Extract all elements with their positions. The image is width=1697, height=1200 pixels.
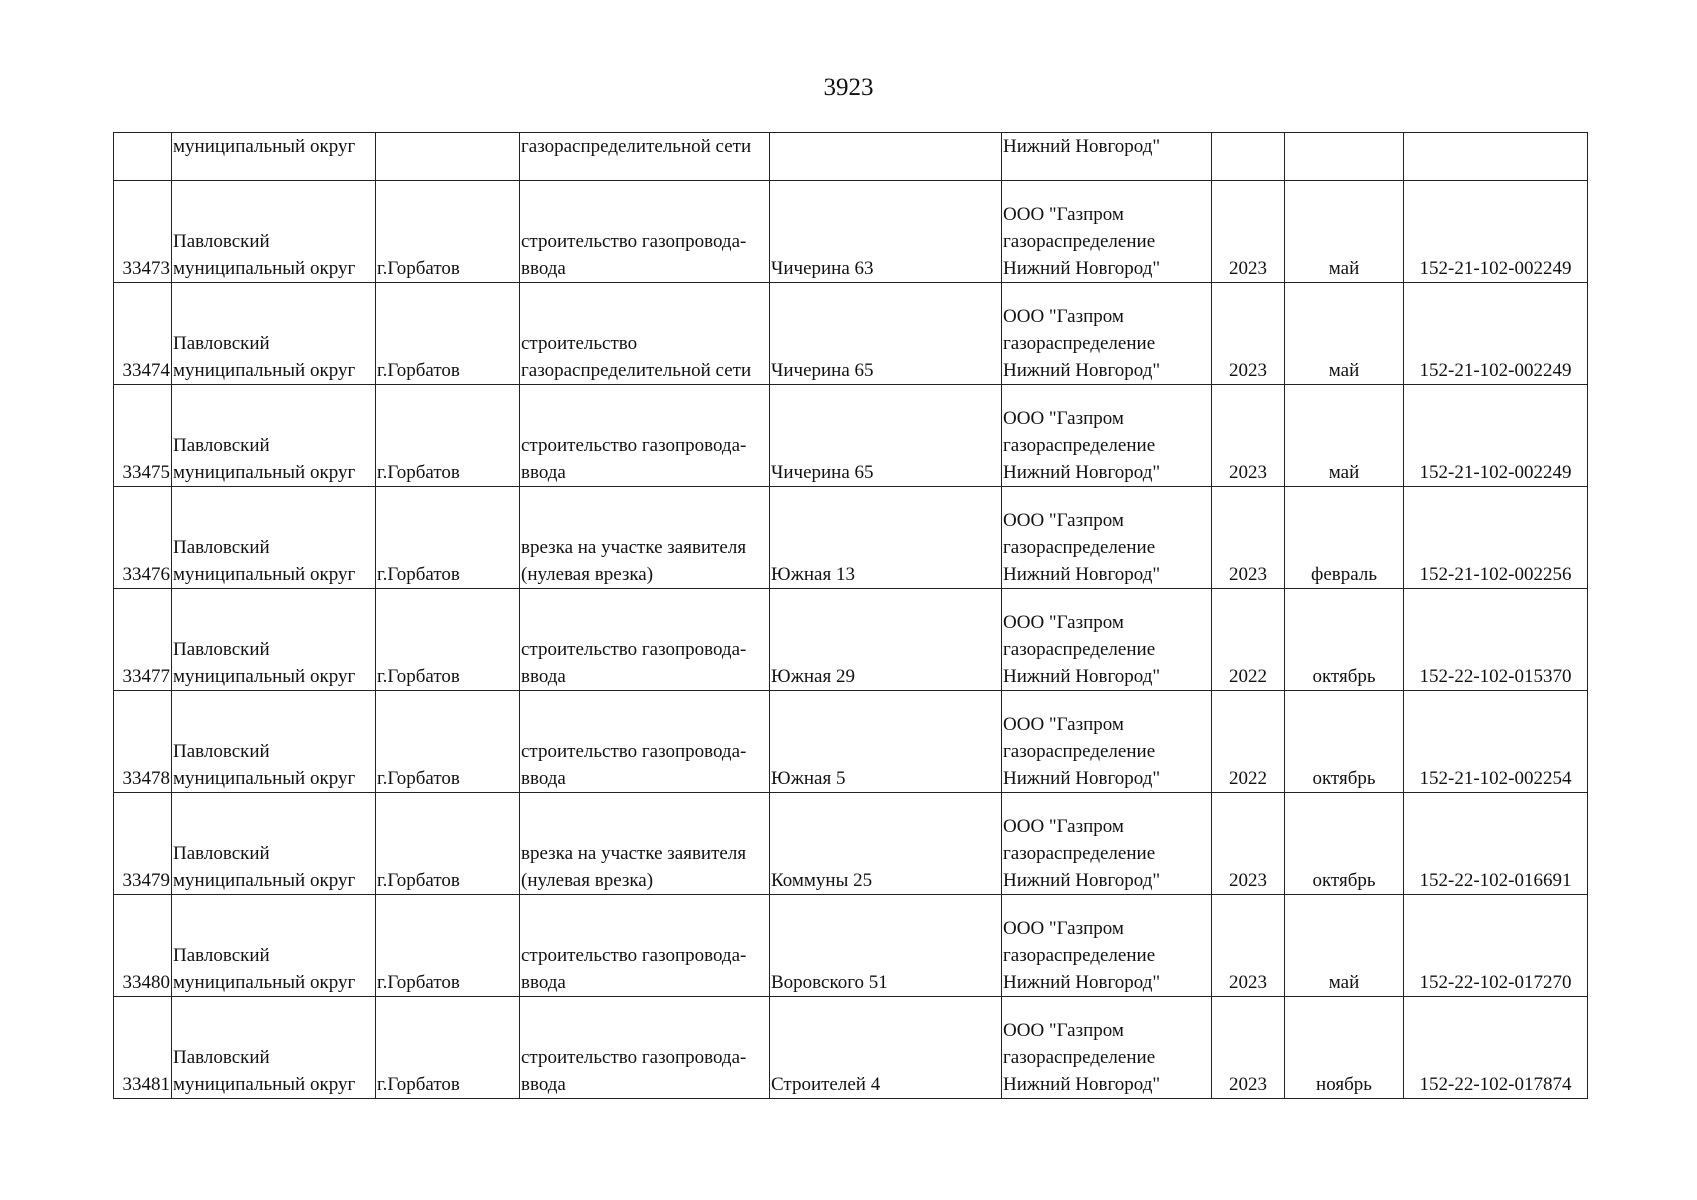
org-line-3: Нижний Новгород" bbox=[1003, 1074, 1161, 1095]
row-number: 33476 bbox=[122, 564, 170, 585]
row-number: 33479 bbox=[122, 870, 170, 891]
work-line-1: врезка на участке заявителя bbox=[521, 843, 747, 864]
city: г.Горбатов bbox=[377, 870, 460, 891]
cell-work-type bbox=[520, 385, 770, 487]
address: Чичерина 63 bbox=[771, 258, 874, 279]
district-line-2: муниципальный округ bbox=[173, 972, 356, 993]
cell-district bbox=[172, 589, 376, 691]
district-line-1: Павловский bbox=[173, 537, 270, 558]
address: Воровского 51 bbox=[771, 972, 888, 993]
table-row bbox=[114, 793, 1588, 895]
org-line-1: ООО "Газпром bbox=[1003, 816, 1124, 837]
cell-city bbox=[376, 181, 520, 283]
work-line-2: ввода bbox=[521, 768, 566, 789]
row-number: 33475 bbox=[122, 462, 170, 483]
address: Южная 5 bbox=[771, 768, 846, 789]
cell-work-type bbox=[520, 691, 770, 793]
cell-address bbox=[770, 793, 1002, 895]
cell-organization bbox=[1002, 691, 1212, 793]
cell-district bbox=[172, 283, 376, 385]
cell-month bbox=[1285, 793, 1404, 895]
district-line-1: Павловский bbox=[173, 843, 270, 864]
cell-year bbox=[1212, 691, 1285, 793]
cell-number bbox=[114, 133, 172, 181]
cell-month bbox=[1285, 283, 1404, 385]
cell-address bbox=[770, 997, 1002, 1099]
cell-address bbox=[770, 691, 1002, 793]
district-line-1: Павловский bbox=[173, 945, 270, 966]
cell-number bbox=[114, 181, 172, 283]
work-line-1: строительство газопровода- bbox=[521, 231, 747, 252]
address: Коммуны 25 bbox=[771, 870, 873, 891]
org-line-2: газораспределение bbox=[1003, 945, 1156, 966]
code: 152-22-102-017874 bbox=[1419, 1074, 1572, 1095]
year: 2023 bbox=[1229, 462, 1267, 483]
org-line-3: Нижний Новгород" bbox=[1003, 462, 1161, 483]
code: 152-21-102-002249 bbox=[1419, 360, 1572, 381]
cell-city bbox=[376, 133, 520, 181]
year: 2023 bbox=[1229, 870, 1267, 891]
year: 2023 bbox=[1229, 972, 1267, 993]
cell-code bbox=[1404, 133, 1588, 181]
cell-address bbox=[770, 487, 1002, 589]
cell-month bbox=[1285, 997, 1404, 1099]
code: 152-22-102-016691 bbox=[1419, 870, 1572, 891]
cell-month bbox=[1285, 589, 1404, 691]
cell-city bbox=[376, 487, 520, 589]
cell-organization bbox=[1002, 793, 1212, 895]
cell-year bbox=[1212, 997, 1285, 1099]
cell-city bbox=[376, 589, 520, 691]
cell-year bbox=[1212, 487, 1285, 589]
cell-organization bbox=[1002, 589, 1212, 691]
cell-work-type bbox=[520, 589, 770, 691]
cell-code bbox=[1404, 793, 1588, 895]
org-line-1: ООО "Газпром bbox=[1003, 918, 1124, 939]
year: 2023 bbox=[1229, 360, 1267, 381]
district-line-2: муниципальный округ bbox=[173, 666, 356, 687]
cell-month bbox=[1285, 181, 1404, 283]
year: 2023 bbox=[1229, 1074, 1267, 1095]
district-line-2: муниципальный округ bbox=[173, 768, 356, 789]
code: 152-22-102-017270 bbox=[1419, 972, 1572, 993]
district-line-1: Павловский bbox=[173, 231, 270, 252]
city: г.Горбатов bbox=[377, 768, 460, 789]
row-number: 33480 bbox=[122, 972, 170, 993]
org-line-3: Нижний Новгород" bbox=[1003, 360, 1161, 381]
code: 152-22-102-015370 bbox=[1419, 666, 1572, 687]
org-line-2: газораспределение bbox=[1003, 843, 1156, 864]
cell-district bbox=[172, 895, 376, 997]
work-line-2: ввода bbox=[521, 258, 566, 279]
cell-number bbox=[114, 793, 172, 895]
work-line-1: строительство газопровода- bbox=[521, 945, 747, 966]
cell-organization bbox=[1002, 895, 1212, 997]
table-row bbox=[114, 385, 1588, 487]
continuation-row bbox=[114, 133, 1588, 181]
code: 152-21-102-002249 bbox=[1419, 462, 1572, 483]
table-row bbox=[114, 895, 1588, 997]
district-line-1: Павловский bbox=[173, 741, 270, 762]
cell-address bbox=[770, 895, 1002, 997]
month: май bbox=[1328, 972, 1360, 993]
org-line-2: газораспределение bbox=[1003, 741, 1156, 762]
year: 2023 bbox=[1229, 258, 1267, 279]
district-line-1: Павловский bbox=[173, 1047, 270, 1068]
org-line-2: газораспределение bbox=[1003, 333, 1156, 354]
district-line-2: муниципальный округ bbox=[173, 564, 356, 585]
cell-district bbox=[172, 385, 376, 487]
org-line-3: Нижний Новгород" bbox=[1003, 258, 1161, 279]
cell-work-type: газораспределительной сети bbox=[520, 133, 770, 181]
table-row bbox=[114, 997, 1588, 1099]
cell-district bbox=[172, 181, 376, 283]
cell-year bbox=[1212, 181, 1285, 283]
table-row bbox=[114, 487, 1588, 589]
month: май bbox=[1328, 360, 1360, 381]
cell-district bbox=[172, 487, 376, 589]
work-line-2: ввода bbox=[521, 462, 566, 483]
cell-city bbox=[376, 997, 520, 1099]
cell-month bbox=[1285, 691, 1404, 793]
city: г.Горбатов bbox=[377, 360, 460, 381]
cell-city bbox=[376, 385, 520, 487]
org-line-1: ООО "Газпром bbox=[1003, 714, 1124, 735]
cell-number bbox=[114, 487, 172, 589]
cell-year bbox=[1212, 793, 1285, 895]
work-line-2: (нулевая врезка) bbox=[521, 870, 654, 891]
cell-month bbox=[1285, 385, 1404, 487]
table-row bbox=[114, 181, 1588, 283]
code: 152-21-102-002256 bbox=[1419, 564, 1572, 585]
cell-year bbox=[1212, 133, 1285, 181]
org-line-2: газораспределение bbox=[1003, 639, 1156, 660]
cell-year bbox=[1212, 283, 1285, 385]
address: Строителей 4 bbox=[771, 1074, 881, 1095]
work-line-1: строительство газопровода- bbox=[521, 741, 747, 762]
address: Чичерина 65 bbox=[771, 462, 874, 483]
row-number: 33481 bbox=[122, 1074, 170, 1095]
district-line-2: муниципальный округ bbox=[173, 462, 356, 483]
district-line-1: Павловский bbox=[173, 333, 270, 354]
month: май bbox=[1328, 258, 1360, 279]
cell-city bbox=[376, 895, 520, 997]
month: октябрь bbox=[1312, 768, 1376, 789]
cell-district bbox=[172, 997, 376, 1099]
cell-organization: Нижний Новгород" bbox=[1002, 133, 1212, 181]
cell-organization bbox=[1002, 385, 1212, 487]
cell-number bbox=[114, 589, 172, 691]
table-row bbox=[114, 283, 1588, 385]
org-line-3: Нижний Новгород" bbox=[1003, 870, 1161, 891]
work-line-1: строительство bbox=[521, 333, 638, 354]
city: г.Горбатов bbox=[377, 258, 460, 279]
cell-district bbox=[172, 793, 376, 895]
address: Чичерина 65 bbox=[771, 360, 874, 381]
cell-district bbox=[172, 691, 376, 793]
org-line-2: газораспределение bbox=[1003, 537, 1156, 558]
work-line-1: строительство газопровода- bbox=[521, 1047, 747, 1068]
work-line-2: газораспределительной сети bbox=[521, 360, 752, 381]
cell-number bbox=[114, 691, 172, 793]
district-line-1: Павловский bbox=[173, 435, 270, 456]
cell-city bbox=[376, 793, 520, 895]
cell-work-type bbox=[520, 283, 770, 385]
work-line-1: врезка на участке заявителя bbox=[521, 537, 747, 558]
table-row bbox=[114, 691, 1588, 793]
year: 2023 bbox=[1229, 564, 1267, 585]
cell-year bbox=[1212, 589, 1285, 691]
code: 152-21-102-002254 bbox=[1419, 768, 1572, 789]
cell-number bbox=[114, 895, 172, 997]
work-line-2: ввода bbox=[521, 972, 566, 993]
city: г.Горбатов bbox=[377, 1074, 460, 1095]
month: февраль bbox=[1311, 564, 1377, 585]
cell-code bbox=[1404, 997, 1588, 1099]
work-line-2: ввода bbox=[521, 666, 566, 687]
cell-work-type bbox=[520, 181, 770, 283]
cell-address bbox=[770, 589, 1002, 691]
year: 2022 bbox=[1229, 666, 1267, 687]
cell-district: муниципальный округ bbox=[172, 133, 376, 181]
cell-city bbox=[376, 283, 520, 385]
org-line-3: Нижний Новгород" bbox=[1003, 666, 1161, 687]
district-line-2: муниципальный округ bbox=[173, 870, 356, 891]
cell-month bbox=[1285, 133, 1404, 181]
org-line-2: газораспределение bbox=[1003, 231, 1156, 252]
cell-address bbox=[770, 133, 1002, 181]
cell-address bbox=[770, 181, 1002, 283]
cell-code bbox=[1404, 385, 1588, 487]
district-line-2: муниципальный округ bbox=[173, 1074, 356, 1095]
work-line-1: строительство газопровода- bbox=[521, 435, 747, 456]
city: г.Горбатов bbox=[377, 666, 460, 687]
cell-address bbox=[770, 283, 1002, 385]
org-line-1: ООО "Газпром bbox=[1003, 306, 1124, 327]
cell-address bbox=[770, 385, 1002, 487]
table-body bbox=[114, 133, 1588, 1099]
cell-code bbox=[1404, 487, 1588, 589]
cell-month bbox=[1285, 487, 1404, 589]
cell-month bbox=[1285, 895, 1404, 997]
cell-year bbox=[1212, 895, 1285, 997]
row-number: 33477 bbox=[122, 666, 170, 687]
cell-work-type bbox=[520, 487, 770, 589]
cell-code bbox=[1404, 589, 1588, 691]
work-line-2: ввода bbox=[521, 1074, 566, 1095]
month: октябрь bbox=[1312, 666, 1376, 687]
district-line-1: Павловский bbox=[173, 639, 270, 660]
cell-city bbox=[376, 691, 520, 793]
month: октябрь bbox=[1312, 870, 1376, 891]
cell-year bbox=[1212, 385, 1285, 487]
org-line-1: ООО "Газпром bbox=[1003, 204, 1124, 225]
org-line-1: ООО "Газпром bbox=[1003, 612, 1124, 633]
org-line-3: Нижний Новгород" bbox=[1003, 972, 1161, 993]
address: Южная 13 bbox=[771, 564, 855, 585]
row-number: 33478 bbox=[122, 768, 170, 789]
cell-number bbox=[114, 997, 172, 1099]
cell-code bbox=[1404, 283, 1588, 385]
registry-table bbox=[113, 132, 1588, 1099]
cell-code bbox=[1404, 895, 1588, 997]
cell-organization bbox=[1002, 997, 1212, 1099]
district-line-2: муниципальный округ bbox=[173, 360, 356, 381]
month: май bbox=[1328, 462, 1360, 483]
org-line-2: газораспределение bbox=[1003, 1047, 1156, 1068]
cell-number bbox=[114, 283, 172, 385]
city: г.Горбатов bbox=[377, 462, 460, 483]
work-line-2: (нулевая врезка) bbox=[521, 564, 654, 585]
city: г.Горбатов bbox=[377, 564, 460, 585]
row-number: 33474 bbox=[122, 360, 170, 381]
month: ноябрь bbox=[1316, 1074, 1372, 1095]
cell-organization bbox=[1002, 487, 1212, 589]
district-line-2: муниципальный округ bbox=[173, 258, 356, 279]
org-line-1: ООО "Газпром bbox=[1003, 408, 1124, 429]
cell-organization bbox=[1002, 283, 1212, 385]
org-line-1: ООО "Газпром bbox=[1003, 510, 1124, 531]
cell-number bbox=[114, 385, 172, 487]
org-line-3: Нижний Новгород" bbox=[1003, 768, 1161, 789]
city: г.Горбатов bbox=[377, 972, 460, 993]
address: Южная 29 bbox=[771, 666, 855, 687]
table-row bbox=[114, 589, 1588, 691]
cell-work-type bbox=[520, 997, 770, 1099]
work-line-1: строительство газопровода- bbox=[521, 639, 747, 660]
org-line-3: Нижний Новгород" bbox=[1003, 564, 1161, 585]
cell-code bbox=[1404, 181, 1588, 283]
org-line-2: газораспределение bbox=[1003, 435, 1156, 456]
cell-work-type bbox=[520, 895, 770, 997]
cell-work-type bbox=[520, 793, 770, 895]
code: 152-21-102-002249 bbox=[1419, 258, 1572, 279]
org-line-1: ООО "Газпром bbox=[1003, 1020, 1124, 1041]
cell-code bbox=[1404, 691, 1588, 793]
cell-organization bbox=[1002, 181, 1212, 283]
page-number: 3923 bbox=[823, 74, 874, 101]
row-number: 33473 bbox=[122, 258, 170, 279]
year: 2022 bbox=[1229, 768, 1267, 789]
